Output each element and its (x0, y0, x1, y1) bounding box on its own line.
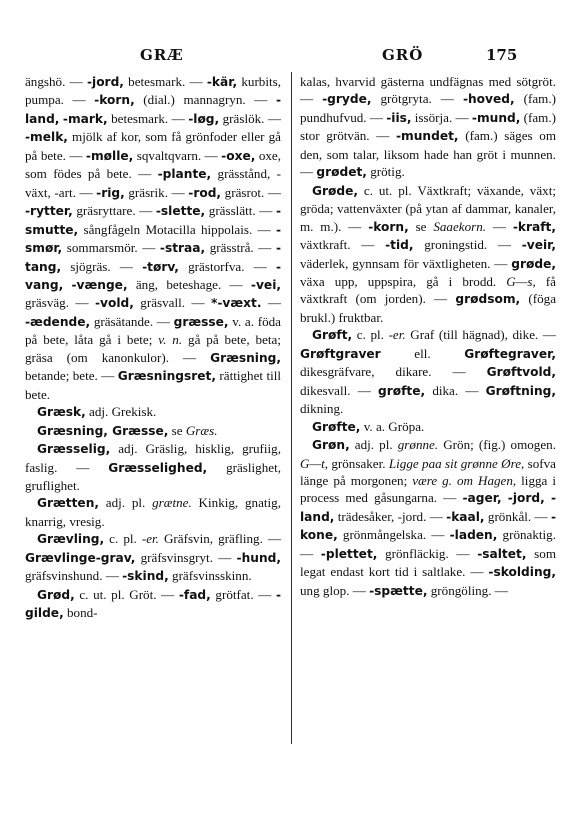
definition-text: se (408, 218, 434, 234)
definition-text: grönaktig. — (300, 527, 556, 561)
italic-text: grætne. (152, 495, 192, 511)
headword: Grævlinge-grav, (25, 550, 136, 565)
definition-text: grönfläckig. — (377, 545, 478, 561)
italic-text: v. n. (158, 332, 183, 348)
column-divider (291, 72, 292, 744)
headword: -spætte, (369, 583, 428, 598)
definition-text: sqvaltqvarn. — (133, 147, 222, 163)
definition-text: issörja. — (411, 109, 472, 125)
definition-text: (fam.) säges om den, som talar, liksom hade han gröt i munnen. — (300, 128, 556, 180)
definition-text: c. pl. (104, 531, 142, 547)
headword: -oxe, (221, 148, 256, 163)
definition-text: sångfågeln Motacilla hippolais. — (78, 221, 276, 237)
dictionary-entry (300, 182, 556, 327)
headword: grødsom, (455, 292, 521, 307)
headword: -gryde, (322, 92, 372, 107)
definition-text: gräslök. — (219, 110, 282, 126)
headword: Grætten, (37, 496, 100, 511)
headword: grøde, (511, 256, 556, 271)
definition-text: grönsaker. (328, 455, 389, 471)
dictionary-entry (25, 403, 281, 421)
headword: Græsning, Græsse, (37, 423, 169, 438)
definition-text: grötig. (366, 164, 405, 180)
headword: -smør, (25, 222, 281, 256)
italic-text: Ligge paa sit grønne Øre, (388, 455, 525, 471)
headword: -skind, (122, 569, 169, 584)
headword: -mølle, (85, 148, 134, 163)
definition-text: kalas, hvarvid gästerna undfägnas med sötgröt. — (300, 74, 556, 107)
dictionary-entry (25, 586, 281, 623)
headword: -korn, (368, 219, 409, 234)
headword: -rytter, (25, 204, 73, 219)
definition-text: växtkraft. — (300, 237, 386, 253)
running-header (0, 46, 576, 70)
headword: Grøftning, (485, 383, 556, 398)
italic-text: grønne. (397, 437, 439, 453)
definition-text: (fam.) stor grötvän. — (300, 109, 557, 144)
headword: Græsningsret, (117, 369, 217, 384)
italic-text: være g. om Hagen, (412, 472, 517, 488)
definition-text: mjölk af kor, som få grönfoder eller gå på bete. — (25, 129, 281, 163)
definition-text: som legat endast kort tid i saltlake. — (300, 545, 557, 580)
definition-text: c. ut. pl. Gröt. — (74, 586, 179, 602)
headword: -iis, (386, 110, 412, 125)
definition-text: äng, beteshage. — (127, 276, 251, 292)
italic-text: G—s, (506, 273, 536, 289)
definition-text: sommarsmör. — (62, 240, 160, 256)
definition-text: adj. pl. (99, 495, 153, 511)
definition-text: grästorfva. — (178, 258, 276, 274)
definition-text: betande; bete. — (25, 368, 118, 384)
headword: Grøde, (312, 183, 359, 198)
header-left-guide-word: GRÆ (140, 46, 184, 64)
italic-text: -er. (141, 531, 159, 547)
dictionary-entry (25, 494, 281, 530)
dictionary-entry (300, 418, 556, 436)
headword: -mark, (62, 111, 108, 126)
headword: Grævling, (37, 532, 105, 547)
headword: -vei, (250, 277, 281, 292)
definition-text: gräsryttare. — (72, 203, 156, 219)
headword: -land, (300, 491, 556, 524)
definition-text: grönmångelska. — (337, 527, 450, 543)
headword: -slette, (155, 204, 206, 219)
definition-text: kurbits, pumpa. — (25, 74, 281, 108)
definition-text: grönkål. — (484, 508, 551, 524)
headword: -kaal, (446, 509, 485, 524)
definition-text: ängshö. — (25, 74, 87, 89)
headword: -løg, (188, 111, 220, 126)
right-column (300, 73, 556, 600)
headword: -kone, (300, 509, 556, 543)
headword: -tørv, (142, 259, 179, 274)
headword: *-væxt. (211, 296, 262, 311)
headword: -fad, (178, 587, 211, 602)
headword: -tang, (25, 241, 281, 274)
definition-text: adj. Gräslig, hisklig, grufiig, faslig. — (25, 441, 281, 475)
headword: -jord, (507, 491, 545, 506)
definition-text: Gräfsvin, gräfling. — (158, 531, 281, 547)
definition-text: sjögräs. — (61, 258, 143, 274)
headword: -vænge, (71, 277, 128, 292)
definition-text: betesmark. — (107, 110, 189, 126)
definition-text: få växtkraft (om jorden). — (300, 273, 556, 307)
definition-text: betesmark. — (123, 74, 207, 89)
definition-text: ung glop. — (300, 582, 370, 598)
definition-text: dikesvall. — (300, 382, 378, 398)
headword: Græsning, (210, 350, 281, 365)
definition-text: grässlätt. — (205, 203, 276, 219)
definition-text: väderlek, gynnsam för växtligheten. — (300, 255, 512, 271)
headword: -vang, (25, 259, 281, 292)
definition-text: v. a. föda på bete, låta gå i bete; (25, 313, 281, 348)
headword: -plante, (157, 167, 212, 182)
headword: -gilde, (25, 587, 281, 621)
headword: -land, (25, 93, 281, 126)
dictionary-entry (25, 422, 281, 440)
headword: -melk, (25, 130, 68, 145)
definition-text: ligga i process med gåsungarna. — (300, 472, 556, 506)
definition-text: gräslighet, gruflighet. (25, 459, 281, 493)
headword: Græsk, (37, 405, 86, 420)
headword: grøfte, (378, 383, 426, 398)
headword: -ager, (462, 491, 502, 506)
definition-text: adj. Grekisk. (85, 404, 157, 420)
definition-text (63, 277, 71, 292)
italic-text: -er. (388, 327, 406, 343)
headword: -mundet, (396, 129, 459, 144)
headword: Grøftegraver, (464, 346, 556, 361)
definition-text: gå på bete, beta; gräsa (om kanonkulor). — (25, 332, 281, 365)
definition-text: se (168, 422, 186, 438)
headword: -rod, (188, 185, 222, 200)
definition-text: gräsvall. — (133, 295, 211, 311)
headword: -rig, (96, 185, 125, 200)
headword: -mund, (471, 110, 521, 125)
definition-text: gräsväg. — (25, 295, 95, 311)
definition-text: (föga brukl.) fruktbar. (300, 291, 557, 325)
headword: -kär, (206, 75, 238, 89)
dictionary-entry (25, 440, 281, 494)
definition-text: grötgryta. — (371, 91, 463, 107)
definition-text: Kinkig, gnatig, knarrig, vresig. (25, 495, 281, 529)
definition-text: grötfat. — (210, 586, 276, 602)
definition-text: sofva länge på morgonen; (300, 455, 556, 488)
definition-text: gräsätande. — (90, 313, 174, 329)
headword: -korn, (94, 93, 135, 108)
definition-text: c. pl. (352, 327, 389, 343)
definition-text: dika. — (425, 382, 486, 398)
header-right-guide-word: GRÖ (382, 46, 424, 64)
definition-text: Grön; (fig.) omogen. (438, 437, 556, 453)
headword: Grøn, (312, 438, 350, 453)
definition-text: grässtrå. — (205, 240, 276, 256)
headword: Græsselig, (37, 442, 111, 457)
page-number: 175 (486, 46, 518, 64)
headword: Grøftvold, (486, 365, 556, 380)
definition-text: v. a. Gröpa. (360, 418, 425, 434)
headword: -vold, (94, 296, 134, 311)
headword: -saltet, (477, 546, 527, 561)
left-column (25, 73, 281, 623)
dictionary-entry (25, 530, 281, 585)
headword: -straa, (159, 241, 206, 256)
definition-text: rättighet till bete. (25, 368, 281, 402)
definition-text: gräfsvinshund. — (25, 568, 123, 584)
headword: -laden, (449, 528, 498, 543)
italic-text: Saaekorn. (433, 218, 487, 234)
definition-text: gräfsvinsskinn. (168, 568, 252, 584)
definition-text: adj. pl. (349, 437, 398, 453)
definition-text: Graf (till hägnad), dike. — (405, 327, 556, 343)
headword: -skolding, (488, 565, 556, 580)
italic-text: Græs. (185, 422, 218, 438)
dictionary-entry (300, 73, 556, 182)
definition-text: — (486, 218, 513, 234)
headword: -smutte, (25, 204, 281, 237)
headword: -tid, (385, 238, 414, 253)
definition-text: (dial.) mannagryn. — (134, 92, 276, 108)
headword: Grøft, (312, 328, 353, 343)
headword: græsse, (173, 314, 229, 329)
headword: grødet, (316, 165, 367, 180)
definition-text: gröngöling. — (427, 582, 508, 598)
definition-text: ell. (380, 345, 465, 361)
definition-text: dikesgräfvare, dikare. — (300, 364, 487, 380)
italic-text: G—t, (300, 455, 329, 471)
definition-text: (fam.) pundhufvud. — (300, 91, 557, 125)
dictionary-entry (300, 436, 556, 600)
headword: -hund, (236, 550, 281, 565)
definition-text: gräsrot. — (221, 184, 281, 200)
dictionary-entry (25, 73, 281, 403)
definition-text: växa upp, uppspira, gå i brodd. (300, 273, 507, 289)
headword: Grøfte, (312, 419, 361, 434)
headword: -hoved, (462, 92, 515, 107)
definition-text: trädesåker, -jord. — (334, 508, 447, 524)
headword: -kraft, (512, 219, 557, 234)
definition-text: dikning. (300, 401, 344, 417)
definition-text: — (261, 295, 281, 311)
definition-text: grässtånd, -växt, -art. — (25, 166, 281, 200)
definition-text: gräsrik. — (124, 184, 189, 200)
definition-text: gräfsvinsgryt. — (135, 549, 237, 565)
headword: Græsselighed, (108, 460, 208, 475)
dictionary-entry (300, 326, 556, 417)
definition-text: groningstid. — (413, 237, 522, 253)
definition-text: bond- (63, 605, 98, 621)
headword: -jord, (86, 75, 124, 89)
definition-text: oxe, som födes på bete. — (25, 147, 281, 182)
headword: Grøftgraver (300, 346, 381, 361)
headword: -ædende, (25, 314, 91, 329)
headword: -veir, (521, 238, 556, 253)
definition-text: c. ut. pl. Växtkraft; växande, växt; gröda; vattenväxter (på ytan af dammar, kanaler, m. m.). — (300, 182, 556, 234)
headword: Grød, (37, 587, 75, 602)
headword: -plettet, (320, 546, 378, 561)
